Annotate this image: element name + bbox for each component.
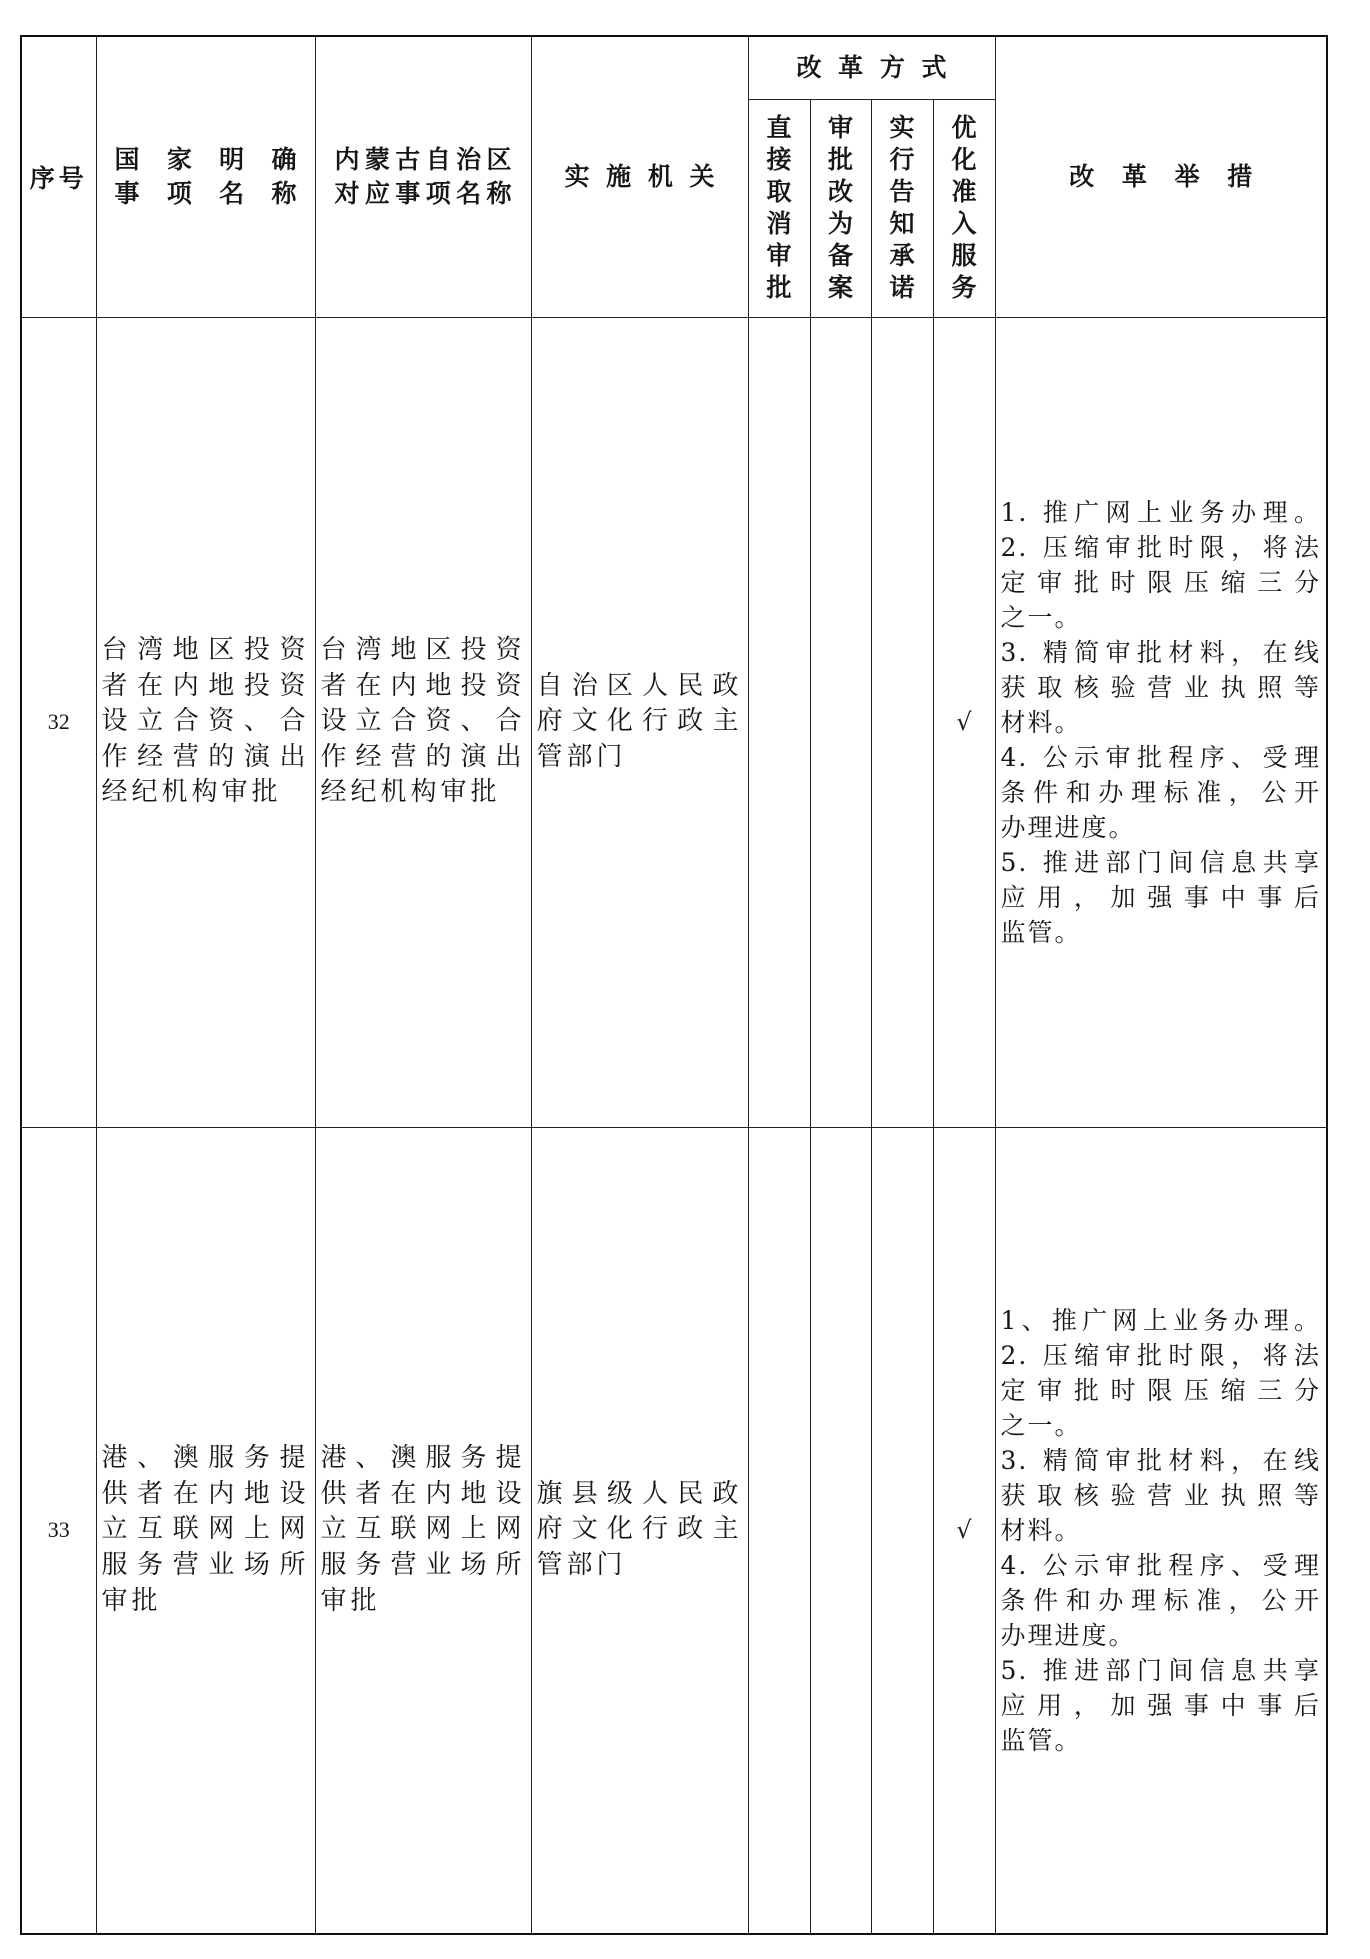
text-line: 立互联网上网 <box>101 1514 310 1545</box>
measure-line: 定审批时限压缩三分 <box>1000 1375 1321 1405</box>
row-method-optimize-check: √ <box>933 317 995 1127</box>
header-method-filing-label: 审批改为备案 <box>827 113 853 302</box>
measure-line: 条件和办理标准，公开 <box>1000 1585 1321 1615</box>
header-row <box>21 36 1327 99</box>
text-line: 供者在内地设 <box>101 1478 310 1509</box>
row-method-filing <box>810 1127 871 1934</box>
text-line: 管部门 <box>536 1550 627 1581</box>
measure-line: 4. 公示审批程序、受理 <box>1000 1550 1321 1580</box>
row-method-cancel <box>748 1127 810 1934</box>
table-row <box>21 317 1327 1127</box>
measure-line: 监管。 <box>1000 1725 1082 1755</box>
measure-line: 办理进度。 <box>1000 812 1136 842</box>
measure-line: 监管。 <box>1000 917 1082 947</box>
header-method-notify-label: 实行告知承诺 <box>889 113 915 302</box>
text-line: 审批 <box>320 1585 381 1616</box>
header-method-filing <box>810 99 871 317</box>
header-inner-mongolia-item <box>315 36 531 317</box>
measure-line: 定审批时限压缩三分 <box>1000 567 1321 597</box>
measure-line: 2. 压缩审批时限，将法 <box>1000 1340 1321 1370</box>
measure-line: 1、推广网上业务办理。 <box>1000 1305 1321 1335</box>
text-line: 服务营业场所 <box>320 1550 526 1581</box>
text-line: 港、澳服务提 <box>320 1443 526 1474</box>
row-measures <box>995 1127 1327 1934</box>
row-index <box>21 1127 96 1934</box>
header-reform-method <box>748 36 995 99</box>
row-national-item <box>96 1127 315 1934</box>
header-method-optimize <box>933 99 995 317</box>
measure-line: 办理进度。 <box>1000 1620 1136 1650</box>
text-line: 港、澳服务提 <box>101 1443 310 1474</box>
measure-line: 获取核验营业执照等 <box>1000 1480 1321 1510</box>
header-method-optimize-label: 优化准入服务 <box>951 113 977 302</box>
measure-line: 材料。 <box>1000 1515 1082 1545</box>
header-inner-mongolia-line: 对应事项名称 <box>334 178 512 208</box>
measure-line: 5. 推进部门间信息共享 <box>1000 1655 1321 1685</box>
row-method-cancel <box>748 317 810 1127</box>
measure-line: 1. 推广网上业务办理。 <box>1000 497 1321 527</box>
header-measures-label: 改革举措 <box>1069 161 1253 191</box>
measure-line: 条件和办理标准，公开 <box>1000 777 1321 807</box>
row-method-notify <box>871 317 933 1127</box>
row-index <box>21 317 96 1127</box>
row-inner-mongolia-item <box>315 1127 531 1934</box>
text-line: 府文化行政主 <box>536 706 743 737</box>
measure-line: 获取核验营业执照等 <box>1000 672 1321 702</box>
text-line: 作经营的演出 <box>101 741 310 772</box>
row-method-notify <box>871 1127 933 1934</box>
text-line: 作经营的演出 <box>320 741 526 772</box>
row-index-label: 32 <box>47 709 70 734</box>
header-national-item <box>96 36 315 317</box>
approval-reform-table <box>20 35 1328 1935</box>
row-agency <box>531 1127 748 1934</box>
row-method-optimize-check: √ <box>933 1127 995 1934</box>
text-line: 者在内地投资 <box>101 670 310 701</box>
measure-line: 应用，加强事中事后 <box>1000 1690 1321 1720</box>
text-line: 供者在内地设 <box>320 1478 526 1509</box>
measure-line: 2. 压缩审批时限，将法 <box>1000 532 1321 562</box>
header-method-cancel <box>748 99 810 317</box>
text-line: 经纪机构审批 <box>320 777 501 808</box>
text-line: 审批 <box>101 1585 162 1616</box>
text-line: 旗县级人民政 <box>536 1478 743 1509</box>
text-line: 府文化行政主 <box>536 1514 743 1545</box>
text-line: 设立合资、合 <box>320 706 526 737</box>
measure-line: 材料。 <box>1000 707 1082 737</box>
measure-line: 4. 公示审批程序、受理 <box>1000 742 1321 772</box>
table-row <box>21 1127 1327 1934</box>
header-method-cancel-label: 直接取消审批 <box>766 113 792 302</box>
text-line: 立互联网上网 <box>320 1514 526 1545</box>
header-national-item-line: 国家明确 <box>114 144 297 174</box>
measure-line: 5. 推进部门间信息共享 <box>1000 847 1321 877</box>
header-agency <box>531 36 748 317</box>
text-line: 设立合资、合 <box>101 706 310 737</box>
row-measures <box>995 317 1327 1127</box>
measure-line: 应用，加强事中事后 <box>1000 882 1321 912</box>
header-national-item-line: 事项名称 <box>114 178 297 208</box>
row-index-label: 33 <box>47 1517 70 1543</box>
measure-line: 之一。 <box>1000 1410 1082 1440</box>
row-national-item <box>96 317 315 1127</box>
measure-line: 3. 精简审批材料，在线 <box>1000 637 1321 667</box>
text-line: 服务营业场所 <box>101 1550 310 1581</box>
header-measures <box>995 36 1327 317</box>
measure-line: 3. 精简审批材料，在线 <box>1000 1445 1321 1475</box>
text-line: 经纪机构审批 <box>101 777 282 808</box>
text-line: 管部门 <box>536 741 627 772</box>
row-agency <box>531 317 748 1127</box>
header-index <box>21 36 96 317</box>
row-method-filing <box>810 317 871 1127</box>
text-line: 台湾地区投资 <box>320 635 526 666</box>
text-line: 者在内地投资 <box>320 670 526 701</box>
header-inner-mongolia-line: 内蒙古自治区 <box>334 144 512 174</box>
header-index-label: 序号 <box>29 163 88 193</box>
text-line: 自治区人民政 <box>536 670 743 701</box>
row-inner-mongolia-item <box>315 317 531 1127</box>
header-agency-label: 实施机关 <box>564 161 715 191</box>
measure-line: 之一。 <box>1000 602 1082 632</box>
header-reform-method-label: 改革方式 <box>796 52 947 82</box>
text-line: 台湾地区投资 <box>101 635 310 666</box>
header-method-notify <box>871 99 933 317</box>
